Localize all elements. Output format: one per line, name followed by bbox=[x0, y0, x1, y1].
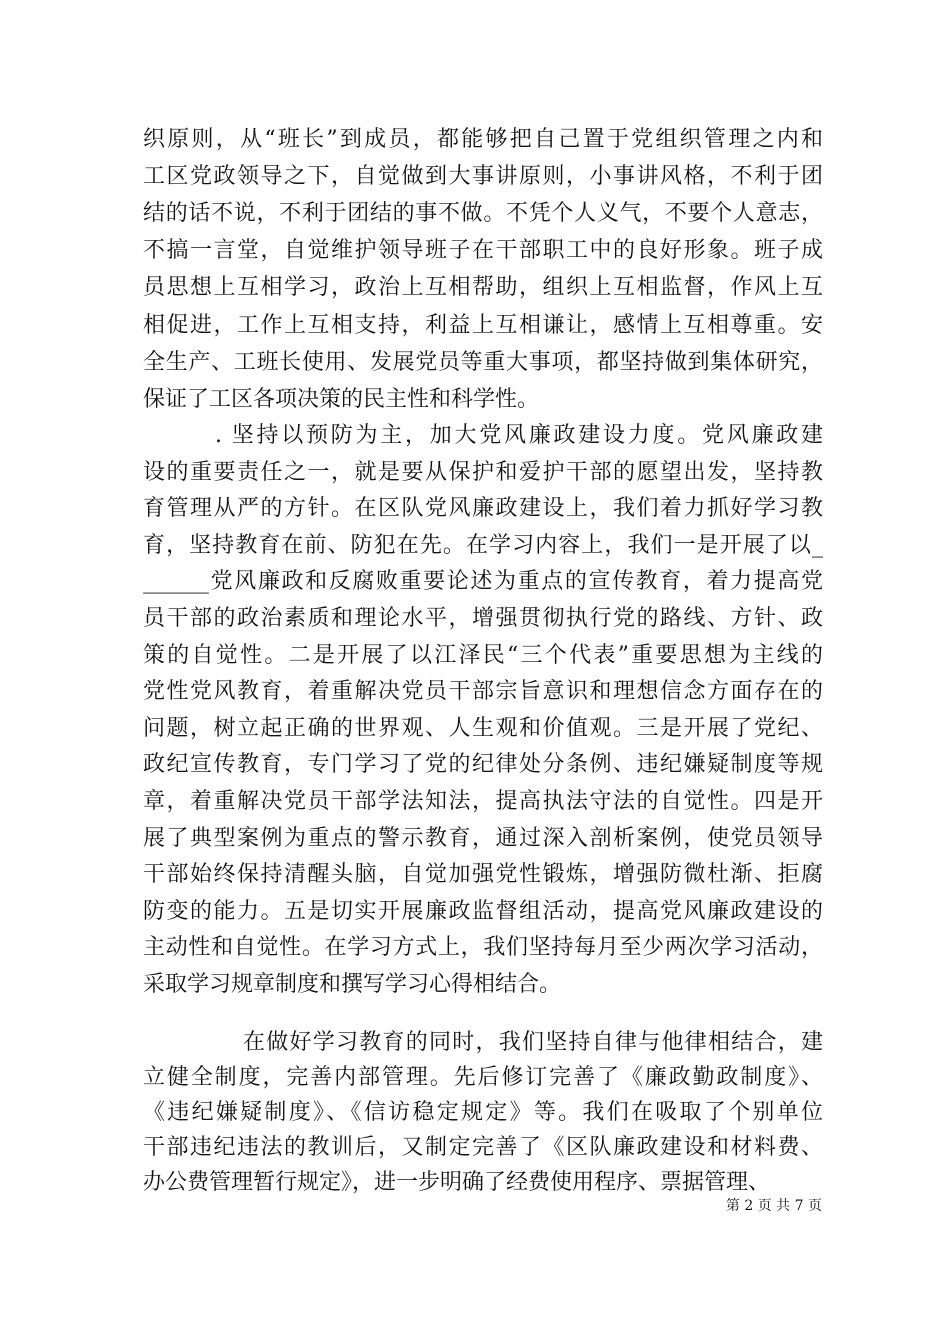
paragraph-2-line: 主动性和自觉性。在学习方式上，我们坚持每月至少两次学习活动， bbox=[143, 935, 823, 961]
paragraph-3-line: 立健全制度，完善内部管理。先后修订完善了《廉政勤政制度》、 bbox=[143, 1065, 823, 1090]
paragraph-3-line: 在做好学习教育的同时，我们坚持自律与他律相结合，建 bbox=[243, 1030, 823, 1055]
paragraph-2-line: 防变的能力。五是切实开展廉政监督组活动，提高党风廉政建设的 bbox=[143, 898, 823, 924]
paragraph-2-line: ______党风廉政和反腐败重要论述为重点的宣传教育，着力提高党 bbox=[143, 569, 823, 595]
paragraph-1-line: 相促进，工作上互相支持，利益上互相谦让，感情上互相尊重。安 bbox=[143, 312, 823, 338]
paragraph-2-line: 育管理从严的方针。在区队党风廉政建设上，我们着力抓好学习教 bbox=[143, 496, 823, 522]
paragraph-2-line: 展了典型案例为重点的警示教育，通过深入剖析案例，使党员领导 bbox=[143, 825, 823, 851]
paragraph-1-line: 员思想上互相学习，政治上互相帮助，组织上互相监督，作风上互 bbox=[143, 275, 823, 301]
paragraph-2-line: 政纪宣传教育，专门学习了党的纪律处分条例、违纪嫌疑制度等规 bbox=[143, 752, 823, 778]
paragraph-3-line: 干部违纪违法的教训后，又制定完善了《区队廉政建设和材料费、 bbox=[143, 1135, 823, 1160]
paragraph-2-line: 干部始终保持清醒头脑，自觉加强党性锻炼，增强防微杜渐、拒腐 bbox=[143, 862, 823, 888]
paragraph-2-line: . 坚持以预防为主，加大党风廉政建设力度。党风廉政建 bbox=[215, 423, 823, 448]
paragraph-2-line: 党性党风教育，着重解决党员干部宗旨意识和理想信念方面存在的 bbox=[143, 679, 823, 705]
paragraph-2-line: 设的重要责任之一，就是要从保护和爱护干部的愿望出发，坚持教 bbox=[143, 459, 823, 485]
paragraph-3-line: 《违纪嫌疑制度》、《信访稳定规定》等。我们在吸取了个别单位 bbox=[143, 1100, 823, 1125]
paragraph-2-line: 育，坚持教育在前、防犯在先。在学习内容上，我们一是开展了以_ bbox=[143, 532, 823, 558]
paragraph-1-line: 保证了工区各项决策的民主性和科学性。 bbox=[143, 386, 540, 412]
paragraph-2-line: 采取学习规章制度和撰写学习心得相结合。 bbox=[143, 972, 562, 997]
paragraph-1-line: 结的话不说，不利于团结的事不做。不凭个人义气，不要个人意志， bbox=[143, 201, 823, 227]
paragraph-2-line: 员干部的政治素质和理论水平，增强贯彻执行党的路线、方针、政 bbox=[143, 606, 823, 631]
paragraph-1-line: 不搞一言堂，自觉维护领导班子在干部职工中的良好形象。班子成 bbox=[143, 238, 823, 264]
paragraph-1-line: 全生产、工班长使用、发展党员等重大事项，都坚持做到集体研究， bbox=[143, 349, 823, 375]
page-number: 第 2 页 共 7 页 bbox=[725, 1198, 822, 1214]
paragraph-2-line: 章，着重解决党员干部学法知法，提高执法守法的自觉性。四是开 bbox=[143, 789, 823, 814]
paragraph-2-line: 问题，树立起正确的世界观、人生观和价值观。三是开展了党纪、 bbox=[143, 715, 823, 741]
paragraph-1-line: 工区党政领导之下，自觉做到大事讲原则，小事讲风格，不利于团 bbox=[143, 164, 823, 190]
paragraph-1-line: 织原则，从“班长”到成员，都能够把自己置于党组织管理之内和 bbox=[143, 127, 823, 152]
paragraph-3-line: 办公费管理暂行规定》，进一步明确了经费使用程序、票据管理、 bbox=[143, 1170, 771, 1195]
paragraph-2-line: 策的自觉性。二是开展了以江泽民“三个代表”重要思想为主线的 bbox=[143, 642, 823, 668]
